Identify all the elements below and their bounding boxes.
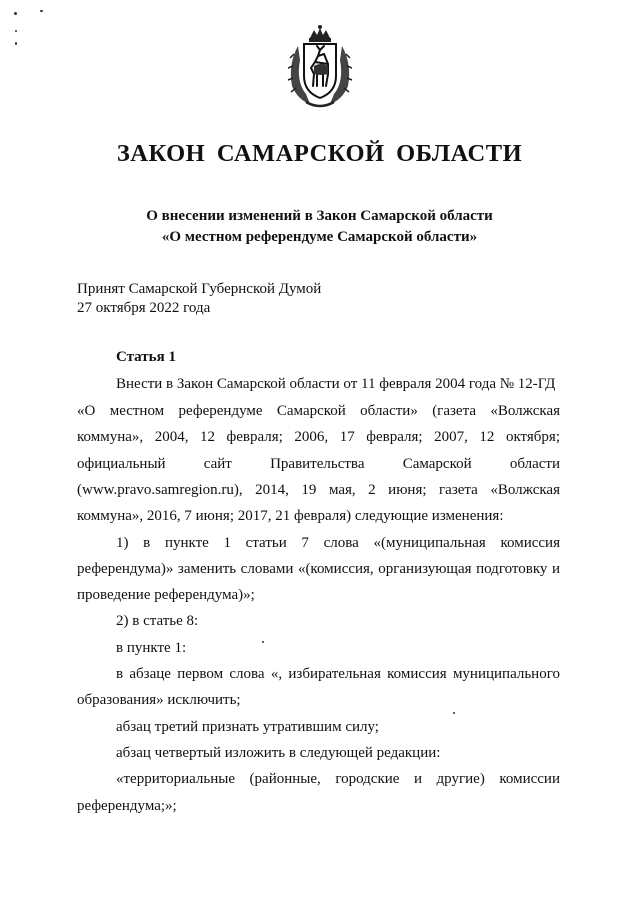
article-text-line: проведение референдума)»; [77, 587, 255, 603]
scan-speck [40, 10, 43, 12]
scan-speck [14, 12, 17, 15]
article-text-line: абзац третий признать утратившим силу; [116, 719, 379, 735]
article-text-line: Внести в Закон Самарской области от 11 февраля 2004 года № 12-ГД [116, 376, 556, 392]
scan-speck [453, 712, 455, 714]
article-text-line: в абзаце первом слова «, избирательная комиссия муниципального [116, 666, 560, 682]
article-text-line: в пункте 1: [116, 640, 187, 656]
scan-speck [15, 42, 17, 45]
article-text-line: (www.pravo.samregion.ru), 2014, 19 мая, 2 июня; газета «Волжская [77, 482, 560, 498]
document-subtitle-line2: «О местном референдуме Самарской области» [161, 229, 478, 245]
scan-speck [15, 30, 17, 32]
article-text-line: коммуна», 2016, 7 июня; 2017, 21 февраля) следующие изменения: [77, 508, 504, 524]
coat-of-arms-icon [284, 24, 356, 110]
document-subtitle-line1: О внесении изменений в Закон Самарской области [146, 208, 493, 224]
article-text-line: «территориальные (районные, городские и другие) комиссии [116, 771, 560, 787]
article-text-line: 1) в пункте 1 статьи 7 слова «(муниципальная комиссия [116, 535, 560, 551]
adopted-by: Принят Самарской Губернской Думой [77, 281, 322, 297]
article-text-line: 2) в статье 8: [116, 613, 199, 629]
article-text-line: официальный сайт Правительства Самарской области [77, 456, 560, 472]
document-title: ЗАКОН САМАРСКОЙ ОБЛАСТИ [116, 140, 523, 167]
article-text-line: «О местном референдуме Самарской области» (газета «Волжская [77, 403, 560, 419]
article-text-line: абзац четвертый изложить в следующей редакции: [116, 745, 441, 761]
article-text-line: референдума)» заменить словами «(комиссия, организующая подготовку и [77, 561, 560, 577]
article-heading: Статья 1 [116, 349, 176, 365]
article-text-line: образования» исключить; [77, 692, 241, 708]
article-text-line: референдума;»; [77, 798, 177, 814]
article-text-line: коммуна», 2004, 12 февраля; 2006, 17 февраля; 2007, 12 октября; [77, 429, 560, 445]
adopted-date: 27 октября 2022 года [77, 300, 211, 316]
scan-speck [262, 641, 264, 643]
